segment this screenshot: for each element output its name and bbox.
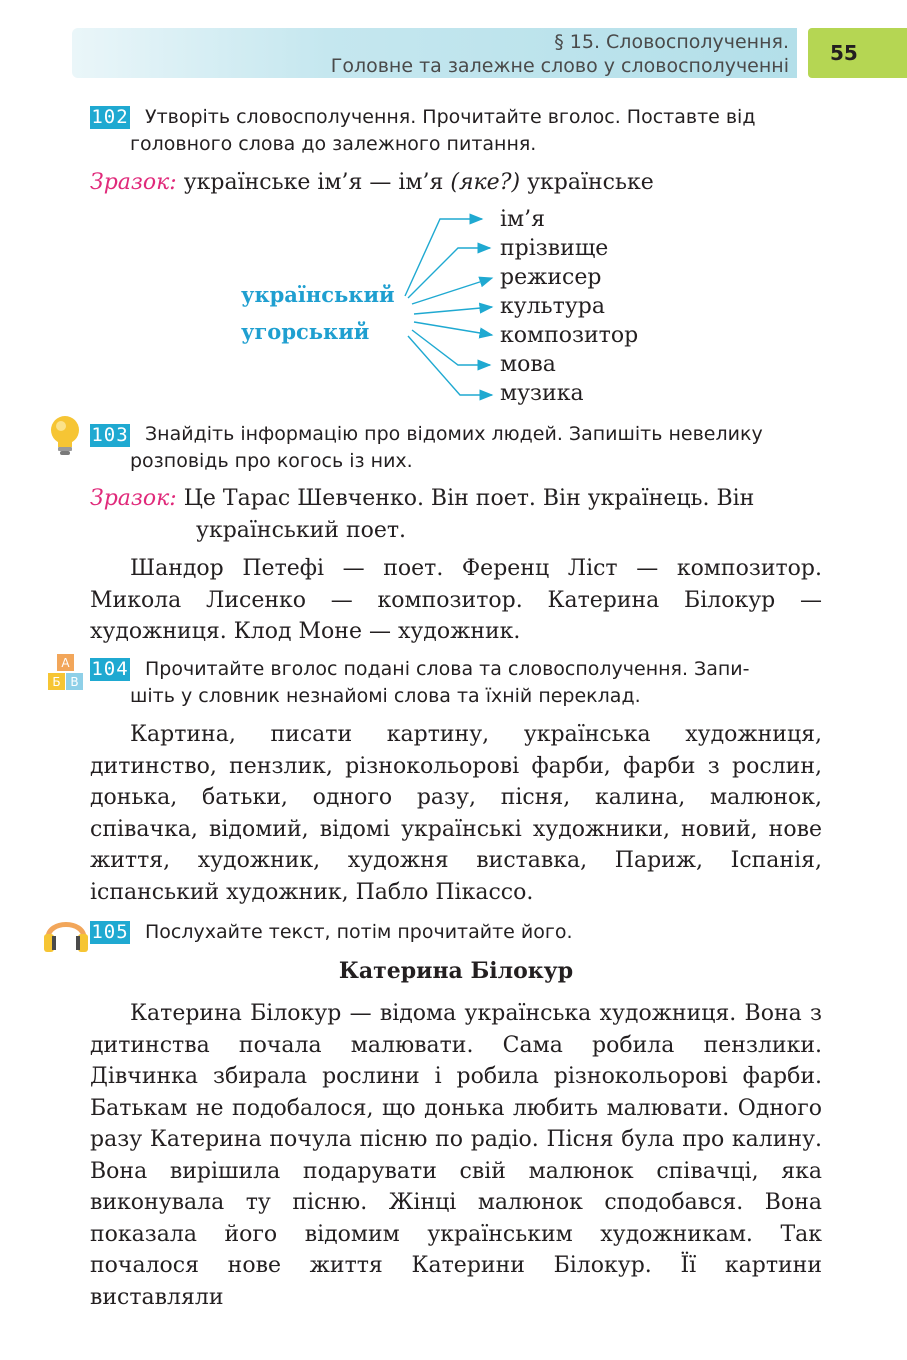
sample-103-cont [196, 515, 796, 547]
task-103 [145, 421, 825, 448]
text-title: Катерина Білокур [338, 958, 574, 984]
sample-103 [90, 483, 830, 515]
dependent-word: режисер [500, 265, 602, 290]
task-102-line1: Утворіть словосполучення. Прочитайте вголос. Поставте від [145, 106, 756, 128]
task-104-line1: Прочитайте вголос подані слова та словосполучення. Запи- [145, 658, 750, 680]
text-104: Картина, писати картину, українська художниця, дитинство, пензлик, різнокольорові фарби, фарби з рослин, донька, батьки, одного разу, пісня, калина, малюнок, співачка, відомий, відомі українські художники, новий, нове життя, художник, художня виставка, Париж, Іспанія, іспанський художник, Пабло Пікассо. [90, 722, 822, 905]
sample-103-line1: Це Тарас Шевченко. Він поет. Він українець. Він [183, 486, 755, 511]
alphabet-blocks-icon [46, 653, 86, 693]
sample-102-part1: українське ім’я — ім’я [183, 170, 444, 195]
task-103-cont [130, 448, 820, 475]
text-103: Шандор Петефі — поет. Ференц Ліст — композитор. Микола Лисенко — композитор. Катерина Білокур — художниця. Клод Моне — художник. [90, 556, 822, 644]
dependent-word: композитор [500, 323, 639, 348]
arrow-5 [414, 322, 492, 335]
task-105: Послухайте текст, потім прочитайте його. [145, 921, 573, 943]
dependent-word-list [500, 205, 638, 408]
svg-text:А: А [61, 656, 70, 670]
task-104 [145, 656, 825, 683]
text-105: Катерина Білокур — відома українська художниця. Вона з дитинства почала малювати. Сама робила пензлики. Дівчинка збирала рослини і робила різнокольорові фарби. Батькам не подобалося, що донька любить малювати. Одного разу Катерина почула пісню по радіо. Пісня була про калину. Вона вирішила подарувати свій малюнок співачці, яка виконувала ту пісню. Жінці малюнок сподобався. Вона показала його відомим українським художникам. Так почалося нове життя Катерини Білокур. Її картини виставляли [90, 1001, 822, 1310]
main-word-1: український [241, 282, 395, 307]
section-title-line1: § 15. Словосполучення. [554, 31, 789, 53]
sample-label: Зразок: [90, 486, 177, 511]
page-number: 55 [808, 28, 907, 78]
exercise-number-102: 102 [91, 106, 129, 128]
headphones-icon [42, 908, 90, 954]
arrow-4 [414, 307, 492, 314]
dependent-word: культура [500, 294, 605, 319]
section-title-line2: Головне та залежне слово у словосполученні [330, 55, 789, 77]
task-102-line2: головного слова до залежного питання. [130, 133, 537, 155]
sample-label: Зразок: [90, 170, 177, 195]
exercise-number-105: 105 [91, 921, 129, 943]
sample-102-question: (яке?) [450, 170, 521, 195]
task-103-line2: розповідь про когось із них. [130, 450, 413, 472]
arrow-2 [408, 248, 490, 298]
task-104-line2: шіть у словник незнайомі слова та їхній переклад. [130, 685, 641, 707]
main-word-2: угорський [241, 319, 370, 344]
lightbulb-icon [46, 413, 84, 457]
sample-103-line2: український поет. [196, 518, 407, 543]
dependent-word: прізвище [500, 236, 609, 261]
arrow-6 [412, 330, 490, 365]
svg-text:В: В [70, 675, 79, 689]
task-104-cont [130, 683, 820, 710]
sample-102-part2: українське [527, 170, 654, 195]
dependent-word: мова [500, 352, 556, 377]
exercise-number-104: 104 [91, 658, 129, 680]
dependent-word: музика [500, 381, 584, 406]
svg-text:Б: Б [52, 675, 61, 689]
dependent-word: ім’я [500, 207, 546, 232]
word-arrows [0, 0, 907, 420]
task-103-line1: Знайдіть інформацію про відомих людей. Запишіть невелику [145, 423, 763, 445]
exercise-number-103: 103 [91, 424, 129, 446]
